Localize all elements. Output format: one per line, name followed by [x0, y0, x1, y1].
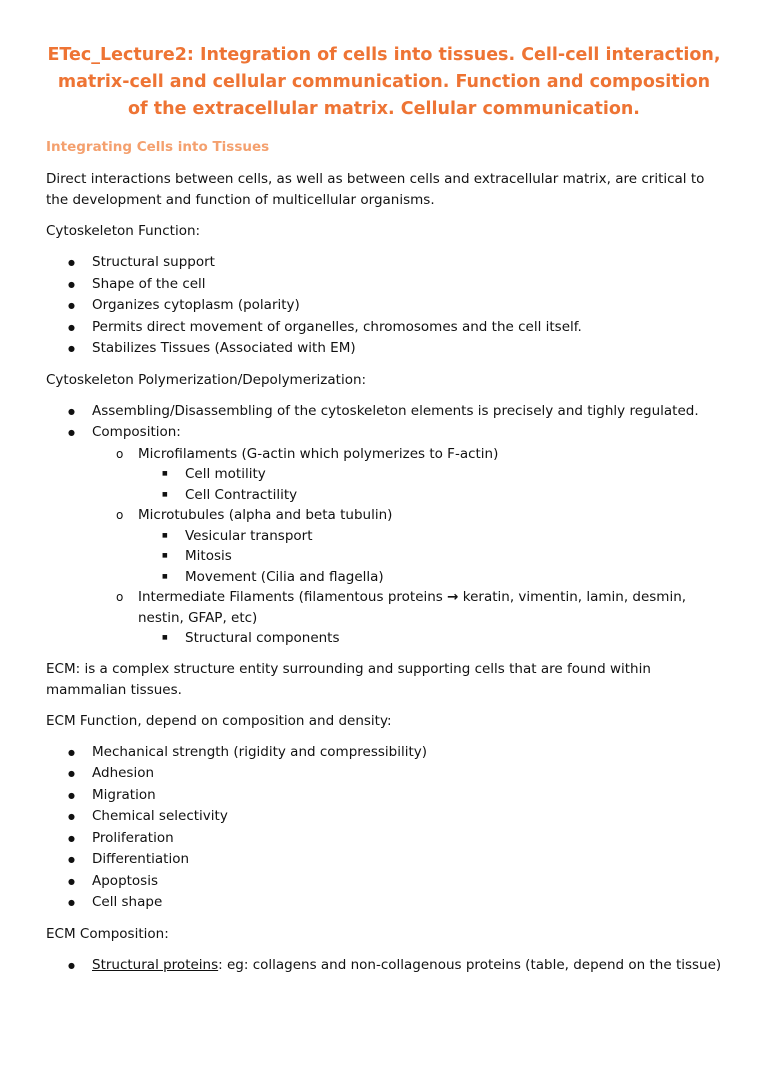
- list-item: ● Migration: [46, 785, 722, 807]
- list-item: ● Shape of the cell: [46, 274, 722, 296]
- list-item: ● Cell shape: [46, 892, 722, 914]
- list-item: ● Permits direct movement of organelles, chromosomes and the cell itself.: [46, 317, 722, 339]
- list-item: ● Adhesion: [46, 763, 722, 785]
- document-title: ETec_Lecture2: Integration of cells into tissues. Cell-cell interaction, matrix-cell and cellular communication. Function and composition of the extracellular matrix. Cellular communication.: [47, 45, 721, 119]
- microfilaments-sublist: [138, 464, 722, 505]
- ecm-definition-paragraph: ECM: is a complex structure entity surrounding and supporting cells that are found within mammalian tissues.: [46, 660, 651, 698]
- cytoskeleton-function-list: [46, 252, 722, 360]
- ecm-composition-list: [46, 955, 722, 977]
- sub-sublist-item: ■ Cell motility: [138, 464, 722, 485]
- sublist-item: [92, 444, 722, 506]
- cytoskeleton-function-label: Cytoskeleton Function:: [46, 223, 201, 239]
- list-item: ● Differentiation: [46, 849, 722, 871]
- intermediate-filaments-label: Intermediate Filaments (filamentous proteins: [138, 589, 443, 605]
- cytoskeleton-polymerization-list: [46, 401, 722, 649]
- structural-proteins-term: Structural proteins: [92, 956, 219, 973]
- ecm-function-label: ECM Function, depend on composition and density:: [46, 712, 392, 729]
- sub-sublist-item: ■ Movement (Cilia and flagella): [138, 567, 722, 588]
- ecm-composition-label: ECM Composition:: [46, 925, 169, 942]
- list-item: ● Apoptosis: [46, 871, 722, 893]
- sublist-item: [92, 587, 722, 649]
- sub-sublist-item: ■ Vesicular transport: [138, 526, 722, 547]
- sublist-item: [92, 505, 722, 587]
- intermediate-filaments-sublist: [138, 628, 722, 649]
- sub-sublist-item: ■ Cell Contractility: [138, 485, 722, 506]
- list-item: [46, 955, 722, 977]
- arrow-right-icon: →: [447, 589, 459, 605]
- list-item: ● Chemical selectivity: [46, 806, 722, 828]
- composition-label: Composition:: [92, 424, 181, 440]
- microtubules-sublist: [138, 526, 722, 588]
- intro-paragraph: Direct interactions between cells, as well as between cells and extracellular matrix, are critical to the development and function of multicellular organisms.: [46, 171, 705, 208]
- list-item: ● Proliferation: [46, 828, 722, 850]
- microtubules-label: Microtubules (alpha and beta tubulin): [138, 507, 393, 523]
- ecm-function-list: [46, 742, 722, 914]
- sub-sublist-item: ■ Structural components: [138, 628, 722, 649]
- section-heading: Integrating Cells into Tissues: [46, 139, 270, 155]
- composition-sublist: [92, 444, 722, 649]
- sub-sublist-item: ■ Mitosis: [138, 546, 722, 567]
- cytoskeleton-polymerization-label: Cytoskeleton Polymerization/Depolymerization:: [46, 371, 367, 388]
- list-item: ● Mechanical strength (rigidity and compressibility): [46, 742, 722, 764]
- list-item: ● Structural support: [46, 252, 722, 274]
- microfilaments-label: Microfilaments (G-actin which polymerizes to F-actin): [138, 445, 499, 462]
- list-item: ● Stabilizes Tissues (Associated with EM): [46, 338, 722, 360]
- list-item: ● Assembling/Disassembling of the cytoskeleton elements is precisely and tighly regulated.: [46, 401, 722, 423]
- document-page: [0, 42, 768, 1066]
- structural-proteins-description: : eg: collagens and non-collagenous proteins (table, depend on the tissue): [218, 956, 722, 973]
- list-item: [46, 422, 722, 649]
- intermediate-filaments-examples: keratin, vimentin, lamin, desmin, nestin, GFAP, etc): [138, 589, 687, 626]
- list-item: ● Organizes cytoplasm (polarity): [46, 295, 722, 317]
